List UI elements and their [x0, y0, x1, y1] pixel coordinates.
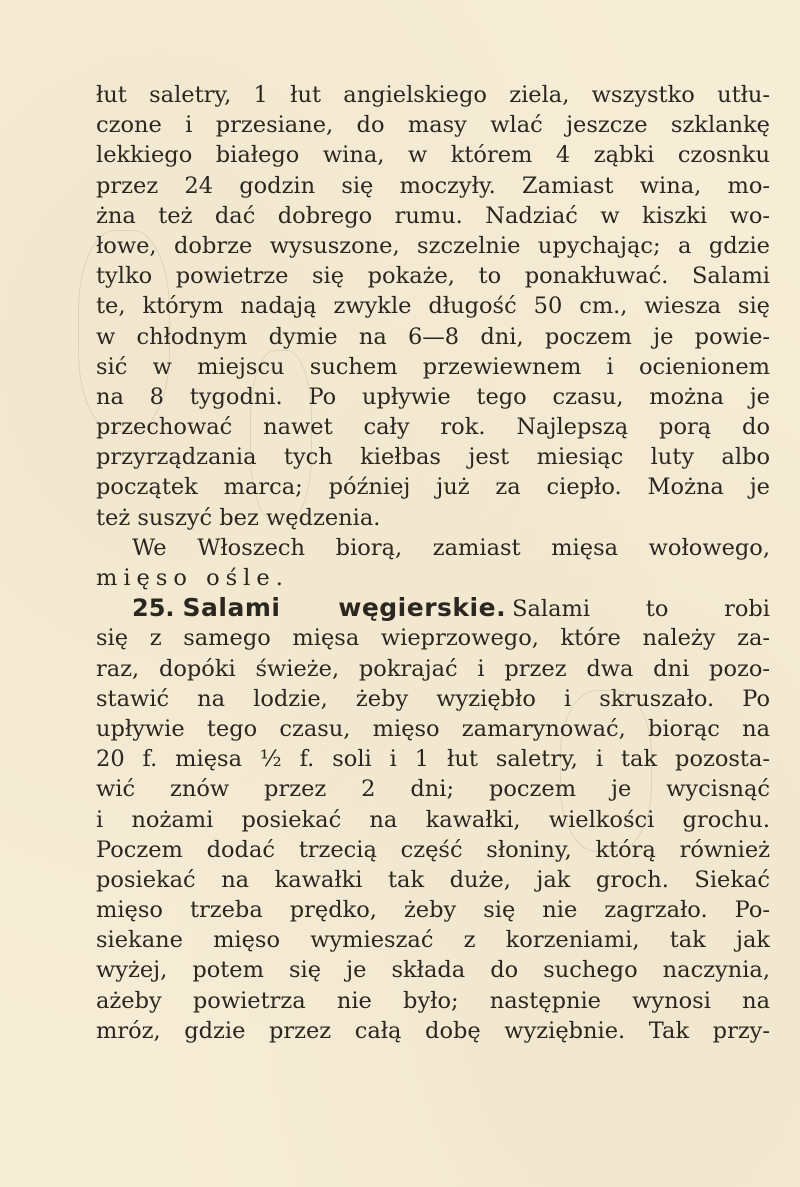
page-text: [96, 80, 770, 1046]
text-line: łowe, dobrze wysuszone, szczelnie upychając; a gdzie: [96, 232, 770, 259]
text-line: łut saletry, 1 łut angielskiego ziela, wszystko utłu-: [96, 82, 770, 108]
text-line: te, którym nadają zwykle długość 50 cm., wiesza się: [96, 293, 770, 320]
text-line: We Włoszech biorą, zamiast mięsa wołowego,: [132, 534, 770, 561]
text-line: przyrządzania tych kiełbas jest miesiąc luty albo: [96, 444, 770, 471]
text-line: mróz, gdzie przez całą dobę wyziębnie. Tak przy-: [96, 1017, 770, 1044]
recipe-number: 25.: [132, 594, 175, 623]
text-line: mięso trzeba prędko, żeby się nie zagrzało. Po-: [96, 897, 770, 924]
text-line: stawić na lodzie, żeby wyziębło i skruszało. Po: [96, 685, 770, 712]
text-line: lekkiego białego wina, w którem 4 ząbki czosnku: [96, 142, 770, 169]
text-line: żna też dać dobrego rumu. Nadziać w kiszki wo-: [96, 202, 770, 229]
recipe-title: Salami węgierskie.: [182, 593, 507, 623]
recipe-heading-line: [96, 593, 770, 623]
text-line: wić znów przez 2 dni; poczem je wycisnąć: [96, 776, 770, 803]
text-line: ażeby powietrza nie było; następnie wynosi na: [96, 987, 770, 1014]
text-line: przez 24 godzin się moczyły. Zamiast wina, mo-: [96, 172, 770, 199]
text-line: też suszyć bez wędzenia.: [96, 504, 381, 531]
text-line: upływie tego czasu, mięso zamarynować, biorąc na: [96, 715, 770, 742]
text-line: sić w miejscu suchem przewiewnem i ocienionem: [96, 353, 770, 380]
text-line: posiekać na kawałki tak duże, jak groch. Siekać: [96, 866, 770, 893]
text-line: się z samego mięsa wieprzowego, które należy za-: [96, 625, 770, 652]
text-line: tylko powietrze się pokaże, to ponakłuwać. Salami: [96, 263, 770, 290]
text-line: siekane mięso wymieszać z korzeniami, tak jak: [96, 927, 770, 954]
text-line: 20 f. mięsa ½ f. soli i 1 łut saletry, i tak pozosta-: [96, 746, 770, 773]
recipe-first-line-text: Salami to robi: [512, 596, 770, 623]
text-line: i nożami posiekać na kawałki, wielkości grochu.: [96, 806, 770, 833]
text-line: w chłodnym dymie na 6—8 dni, poczem je powie-: [96, 323, 770, 350]
text-line: Poczem dodać trzecią część słoniny, którą również: [96, 836, 770, 863]
text-line: początek marca; później już za ciepło. Można je: [96, 474, 770, 501]
text-line: na 8 tygodni. Po upływie tego czasu, można je: [96, 383, 770, 410]
text-line: wyżej, potem się je składa do suchego naczynia,: [96, 957, 770, 984]
text-line-spaced: [96, 563, 770, 593]
text-line: przechować nawet cały rok. Najlepszą porą do: [96, 414, 770, 441]
text-line: raz, dopóki świeże, pokrajać i przez dwa dni pozo-: [96, 655, 770, 682]
spaced-phrase: mięso ośle.: [96, 565, 289, 591]
text-line: czone i przesiane, do masy wlać jeszcze szklankę: [96, 112, 770, 139]
